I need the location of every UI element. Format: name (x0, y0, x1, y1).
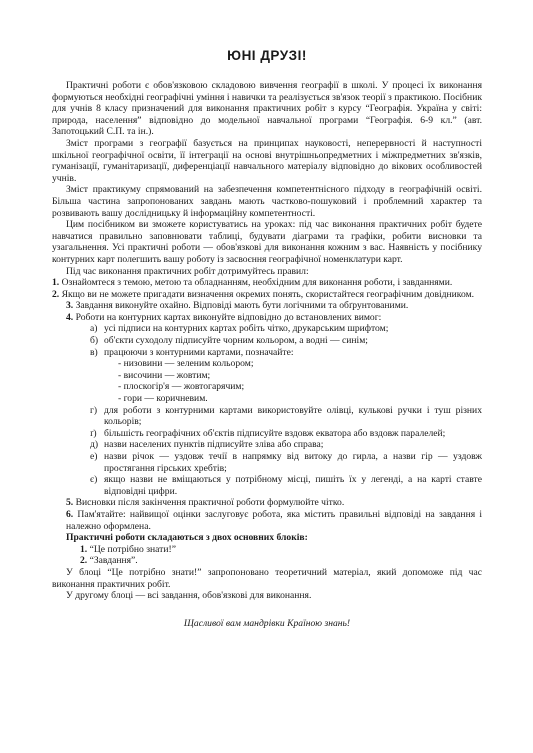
rule-number: 3. (66, 300, 74, 312)
list-item: 1. “Це потрібно знати!” (80, 543, 176, 555)
rule-text: Пам'ятайте: найвищої оцінки заслуговує робота, яка містить правильні відповіді на завдання і належно оформлена. (66, 508, 482, 532)
program-paragraph: Зміст програми з географії базується на принципах науковості, неперервності й наступності шкільної географічної освіти, її інтеграції на основі внутрішньопредметних і міжпредметних зв'язків, гуманізації, гуманітаризації, диференціації навчального матеріалу відповідно до вікових особливостей учнів. (52, 137, 482, 184)
rule-number: 1. (52, 277, 60, 289)
list-item: ґ) більшість географічних об'єктів підписуйте вздовж екватора або вздовж паралелей; (90, 427, 446, 439)
color-mountains: - гори — коричневим. (118, 393, 208, 405)
rules-list (52, 277, 482, 323)
list-item: е) назви річок — уздовж течії в напрямку від витоку до гирла, а назви гір — уздовж простягання гірських хребтів; (90, 451, 482, 474)
list-item (52, 300, 482, 312)
rule-number: 4. (66, 311, 74, 323)
list-item: 2. “Завдання”. (80, 555, 138, 567)
list-item (52, 509, 482, 532)
color-plateaus: - плоскогір'я — жовтогарячим; (118, 381, 245, 393)
page (52, 48, 482, 629)
list-item (52, 289, 482, 301)
rule-text: Роботи на контурних картах виконуйте відповідно до встановлених вимог: (75, 311, 382, 323)
list-item (52, 312, 482, 324)
rules-intro: Під час виконання практичних робіт дотримуйтесь правил: (66, 265, 309, 277)
list-item (52, 497, 482, 509)
rule-text: Ознайомтеся з темою, метою та обладнанням, необхідним для виконання роботи, і завданнями. (61, 277, 453, 289)
list-item: г) для роботи з контурними картами використовуйте олівці, кулькові ручки і туш різних кольорів; (90, 404, 482, 428)
block-one-description: У блоці “Це потрібно знати!” запропоновано теоретичний матеріал, який допоможе під час виконання практичних робіт. (52, 566, 482, 590)
block-two-description: У другому блоці — всі завдання, обов'язкові для виконання. (66, 590, 312, 602)
list-item: а) усі підписи на контурних картах робіть чітко, друкарським шрифтом; (90, 323, 389, 335)
list-item: в) працюючи з контурними картами, позначайте: (90, 346, 294, 358)
blocks-heading: Практичні роботи складаються з двох основних блоків: (66, 532, 308, 544)
rules-list-continued (52, 497, 482, 532)
list-item: д) назви населених пунктів підписуйте зліва або справа; (90, 439, 324, 451)
list-item: є) якщо назви не вміщаються у потрібному місці, пишіть їх у легенді, а на карті ставте відповідні цифри. (90, 474, 482, 497)
rule-number: 6. (66, 508, 74, 520)
practicum-paragraph: Зміст практикуму спрямований на забезпечення компетентнісного підходу в географічній освіті. Більша частина запропонованих завдань мають частково-пошуковий і проблемний характер та розвивають вашу дослідницьку й інформаційну компетентності. (52, 184, 482, 219)
usage-paragraph: Цим посібником ви зможете користуватись на уроках: під час виконання практичних робіт будете навчатися правильно заповнювати таблиці, будувати діаграми та графіки, робити висновки та узагальнення. Усі практичні роботи — обов'язкові для виконання кожним з вас. Наявність у посібнику контурних карт полегшить вашу роботу із засвоєння географічної номенклатури карт. (52, 219, 482, 265)
color-uplands: - височини — жовтим; (118, 369, 211, 381)
closing-wish: Щасливої вам мандрівки Країною знань! (183, 617, 351, 629)
list-item: б) об'єкти суходолу підписуйте чорним кольором, а водні — синім; (90, 335, 368, 347)
rule-text: Завдання виконуйте охайно. Відповіді мають бути логічними та обґрунтованими. (75, 300, 409, 312)
list-item (52, 277, 482, 289)
rule-text: Якщо ви не можете пригадати визначення окремих понять, скористайтеся географічним довідником. (61, 288, 475, 300)
rule-number: 2. (52, 288, 60, 300)
page-title: ЮНІ ДРУЗІ! (227, 48, 307, 63)
intro-paragraph: Практичні роботи є обов'язковою складовою вивчення географії в школі. У процесі їх виконання формуються необхідні географічні уміння і навички та реалізується зв'язок теорії з практикою. Посібник для учнів 8 класу призначений для виконання практичних робіт з курсу “Географія. Україна у світі: природа, населення” відповідно до модельної навчальної програми “Географія. 6-9 кл.” (авт. Запотоцький С.П. та ін.). (52, 80, 482, 138)
map-requirements (52, 323, 482, 497)
rule-text: Висновки після закінчення практичної роботи формулюйте чітко. (75, 497, 345, 509)
color-lowlands: - низовини — зеленим кольором; (118, 358, 254, 370)
rule-number: 5. (66, 497, 74, 509)
